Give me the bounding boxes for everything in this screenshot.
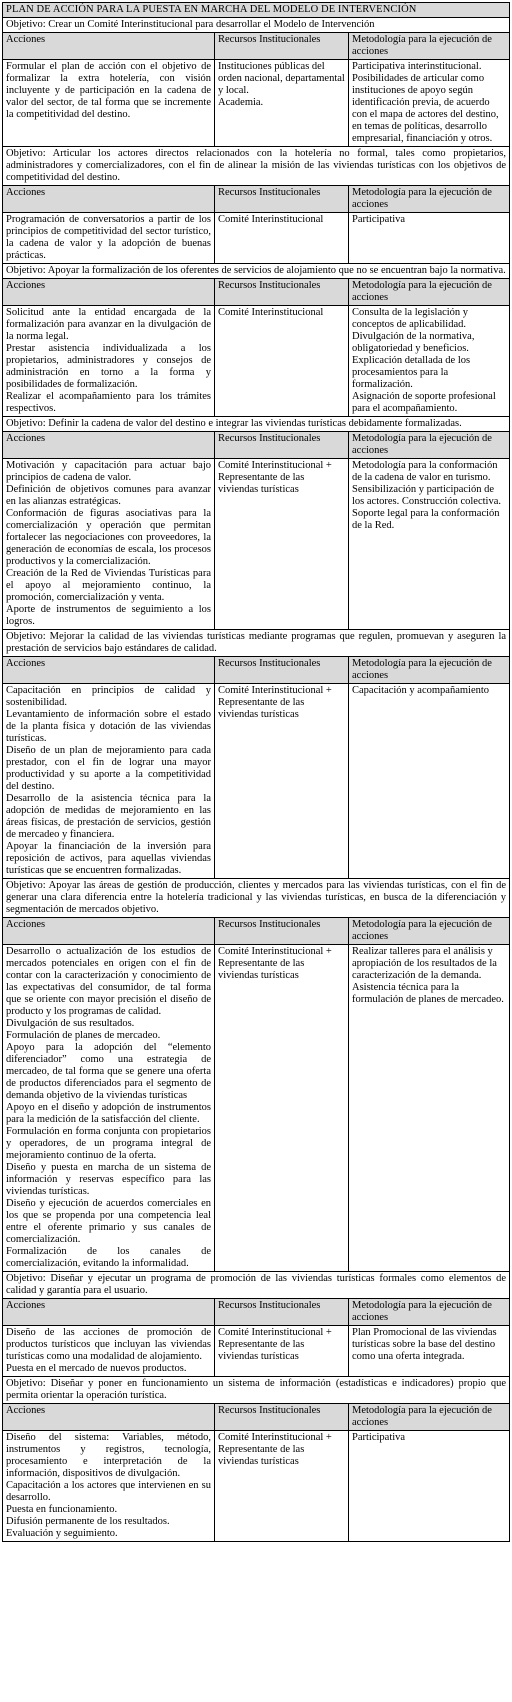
- content-row: [3, 60, 510, 147]
- actions-cell-item: Motivación y capacitación para actuar bajo principios de cadena de valor.: [6, 460, 211, 483]
- actions-cell-item: Aporte de instrumentos de seguimiento a los logros.: [6, 604, 211, 627]
- header-row: [3, 657, 510, 684]
- actions-cell-item: Diseño del sistema: Variables, método, instrumentos y registros, tecnología, procesamiento e interpretación de la información, dispositivos de divulgación.: [6, 1432, 211, 1479]
- resources-cell: [215, 306, 349, 417]
- header-recursos: Recursos Institucionales: [215, 432, 349, 459]
- actions-cell: [3, 306, 215, 417]
- actions-cell-item: Apoyo para la adopción del “elemento diferenciador” como una estrategia de mercadeo, de tal forma que se genere una oferta de productos diferenciados para el segmento de demanda objetivo de la viviendas turísticas: [6, 1042, 211, 1101]
- header-row: [3, 1404, 510, 1431]
- actions-cell-item: Evaluación y seguimiento.: [6, 1528, 118, 1539]
- actions-cell: [3, 945, 215, 1272]
- header-acciones: Acciones: [3, 1299, 215, 1326]
- methodology-cell-item: Asignación de soporte profesional para el acompañamiento.: [352, 391, 496, 414]
- header-metodologia: Metodología para la ejecución de acciones: [349, 918, 510, 945]
- actions-cell-item: Divulgación de sus resultados.: [6, 1018, 135, 1029]
- header-recursos: Recursos Institucionales: [215, 657, 349, 684]
- objective-row: [3, 1272, 510, 1299]
- methodology-cell: [349, 459, 510, 630]
- header-acciones: Acciones: [3, 432, 215, 459]
- header-acciones: Acciones: [3, 279, 215, 306]
- objective-text: Objetivo: Diseñar y poner en funcionamiento un sistema de información (estadísticas e indicadores) propio que permita orientar la operación turística.: [3, 1377, 510, 1404]
- actions-cell-item: Definición de objetivos comunes para avanzar en las alianzas estratégicas.: [6, 484, 211, 507]
- methodology-cell-item: Divulgación de la normativa, obligatoriedad y beneficios.: [352, 331, 475, 354]
- methodology-cell-item: Participativa interinstitucional. Posibilidades de articular como instituciones de apoyo según identificación previa, de acuerdo con el mapa de actores del destino, en temas de políticas, desarrollo empresarial, financiación y otros.: [352, 61, 499, 144]
- actions-cell-item: Diseño y puesta en marcha de un sistema de información y reservas específico para las viviendas turísticas.: [6, 1162, 211, 1197]
- actions-cell-item: Formalización de los canales de comercialización, evitando la informalidad.: [6, 1246, 211, 1269]
- actions-cell-item: Diseño y ejecución de acuerdos comerciales en los que se propenda por una competencia leal entre el oferente primario y sus canales de comercialización.: [6, 1198, 211, 1245]
- content-row: [3, 213, 510, 264]
- header-metodologia: Metodología para la ejecución de acciones: [349, 657, 510, 684]
- objective-row: [3, 147, 510, 186]
- header-acciones: Acciones: [3, 918, 215, 945]
- methodology-cell-item: Sensibilización y participación de los actores. Construcción colectiva.: [352, 484, 501, 507]
- resources-cell: [215, 459, 349, 630]
- actions-cell-item: Apoyo en el diseño y adopción de instrumentos para la medición de la satisfacción del cliente.: [6, 1102, 211, 1125]
- resources-cell: [215, 1431, 349, 1542]
- actions-cell-item: Formulación en forma conjunta con propietarios y operadores, de un programa integral de mejoramiento continuo de la oferta.: [6, 1126, 211, 1161]
- action-plan-table: [2, 2, 510, 1542]
- resources-cell-item: Comité Interinstitucional + Representante de las viviendas turísticas: [218, 685, 332, 720]
- objective-row: [3, 1377, 510, 1404]
- actions-cell: [3, 213, 215, 264]
- header-recursos: Recursos Institucionales: [215, 1404, 349, 1431]
- resources-cell-item: Comité Interinstitucional + Representante de las viviendas turísticas: [218, 460, 332, 495]
- resources-cell-item: Academia.: [218, 97, 264, 108]
- header-recursos: Recursos Institucionales: [215, 279, 349, 306]
- methodology-cell-item: Metodología para la conformación de la cadena de valor en turismo.: [352, 460, 498, 483]
- actions-cell: [3, 684, 215, 879]
- methodology-cell: [349, 1326, 510, 1377]
- resources-cell-item: Instituciones públicas del orden nacional, departamental y local.: [218, 61, 345, 96]
- resources-cell-item: Comité Interinstitucional + Representante de las viviendas turísticas: [218, 946, 332, 981]
- title-row: [3, 3, 510, 18]
- actions-cell-item: Puesta en el mercado de nuevos productos.: [6, 1363, 187, 1374]
- objective-row: [3, 417, 510, 432]
- methodology-cell-item: Consulta de la legislación y conceptos de aplicabilidad.: [352, 307, 469, 330]
- actions-cell-item: Prestar asistencia individualizada a los propietarios, administradores y consejos de administración en torno a la forma y posibilidades de formalización.: [6, 343, 211, 390]
- header-row: [3, 279, 510, 306]
- objective-text: Objetivo: Apoyar las áreas de gestión de producción, clientes y mercados para las viviendas turísticas, con el fin de generar una clara diferencia entre la hotelería tradicional y las viviendas turísticas, en busca de la diferenciación y segmentación de mercados objetivo.: [3, 879, 510, 918]
- resources-cell-item: Comité Interinstitucional: [218, 307, 324, 318]
- resources-cell: [215, 213, 349, 264]
- methodology-cell-item: Participativa: [352, 1432, 406, 1443]
- content-row: [3, 945, 510, 1272]
- actions-cell-item: Realizar el acompañamiento para los trámites respectivos.: [6, 391, 211, 414]
- header-metodologia: Metodología para la ejecución de acciones: [349, 186, 510, 213]
- objective-row: [3, 264, 510, 279]
- header-metodologia: Metodología para la ejecución de acciones: [349, 432, 510, 459]
- header-acciones: Acciones: [3, 1404, 215, 1431]
- methodology-cell: [349, 945, 510, 1272]
- resources-cell: [215, 945, 349, 1272]
- methodology-cell-item: Explicación detallada de los procesamientos para la formalización.: [352, 355, 471, 390]
- actions-cell-item: Capacitación en principios de calidad y sostenibilidad.: [6, 685, 211, 708]
- content-row: [3, 1326, 510, 1377]
- objective-text: Objetivo: Definir la cadena de valor del destino e integrar las viviendas turísticas debidamente formalizadas.: [3, 417, 510, 432]
- header-recursos: Recursos Institucionales: [215, 918, 349, 945]
- actions-cell-item: Creación de la Red de Viviendas Turísticas para el apoyo al mejoramiento continuo, la promoción, comercialización y venta.: [6, 568, 211, 603]
- actions-cell-item: Programación de conversatorios a partir de los principios de competitividad del sector turístico, la cadena de valor y la adopción de buenas prácticas.: [6, 214, 211, 261]
- actions-cell-item: Difusión permanente de los resultados.: [6, 1516, 170, 1527]
- methodology-cell: [349, 60, 510, 147]
- methodology-cell-item: Capacitación y acompañamiento: [352, 685, 490, 696]
- content-row: [3, 459, 510, 630]
- objective-text: Objetivo: Apoyar la formalización de los oferentes de servicios de alojamiento que no se encuentran bajo la normativa.: [3, 264, 510, 279]
- methodology-cell-item: Plan Promocional de las viviendas turísticas sobre la base del destino como una oferta integrada.: [352, 1327, 497, 1362]
- actions-cell-item: Desarrollo de la asistencia técnica para la adopción de medidas de mejoramiento en las áreas físicas, de prestación de servicios, gestión de mercadeo y financiera.: [6, 793, 211, 840]
- objective-text: Objetivo: Crear un Comité Interinstitucional para desarrollar el Modelo de Intervención: [3, 18, 510, 33]
- resources-cell-item: Comité Interinstitucional + Representante de las viviendas turísticas: [218, 1432, 332, 1467]
- header-metodologia: Metodología para la ejecución de acciones: [349, 1299, 510, 1326]
- resources-cell: [215, 684, 349, 879]
- actions-cell: [3, 60, 215, 147]
- actions-cell: [3, 1431, 215, 1542]
- actions-cell-item: Puesta en funcionamiento.: [6, 1504, 118, 1515]
- header-metodologia: Metodología para la ejecución de acciones: [349, 1404, 510, 1431]
- actions-cell-item: Formulación de planes de mercadeo.: [6, 1030, 161, 1041]
- methodology-cell-item: Asistencia técnica para la formulación de planes de mercadeo.: [352, 982, 504, 1005]
- methodology-cell-item: Soporte legal para la conformación de la Red.: [352, 508, 500, 531]
- methodology-cell-item: Realizar talleres para el análisis y apropiación de los resultados de la caracterización de la demanda.: [352, 946, 497, 981]
- actions-cell-item: Solicitud ante la entidad encargada de la formalización para avanzar en la divulgación de la norma legal.: [6, 307, 211, 342]
- objective-text: Objetivo: Articular los actores directos relacionados con la hotelería no formal, tales como propietarios, administradores y comercializadores, con el fin de alinear la misión de las viviendas turísticas con los objetivos de competitividad del destino.: [3, 147, 510, 186]
- objective-row: [3, 18, 510, 33]
- objective-text: Objetivo: Mejorar la calidad de las viviendas turísticas mediante programas que regulen, promuevan y aseguren la prestación de servicios bajo estándares de calidad.: [3, 630, 510, 657]
- actions-cell: [3, 459, 215, 630]
- resources-cell-item: Comité Interinstitucional: [218, 214, 324, 225]
- header-recursos: Recursos Institucionales: [215, 1299, 349, 1326]
- content-row: [3, 306, 510, 417]
- methodology-cell: [349, 213, 510, 264]
- header-acciones: Acciones: [3, 657, 215, 684]
- header-metodologia: Metodología para la ejecución de acciones: [349, 33, 510, 60]
- actions-cell-item: Desarrollo o actualización de los estudios de mercados potenciales en origen con el fin de contar con la caracterización y conocimiento de las expectativas del consumidor, de tal forma que se oriente con mayor precisión el diseño de producto y los programas de calidad.: [6, 946, 211, 1017]
- actions-cell-item: Diseño de las acciones de promoción de productos turísticos que incluyan las viviendas turísticas como una modalidad de alojamiento.: [6, 1327, 211, 1362]
- header-row: [3, 186, 510, 213]
- objective-text: Objetivo: Diseñar y ejecutar un programa de promoción de las viviendas turísticas formales como elementos de calidad y garantía para el usuario.: [3, 1272, 510, 1299]
- actions-cell-item: Levantamiento de información sobre el estado de la planta física y dotación de las viviendas turísticas.: [6, 709, 211, 744]
- header-recursos: Recursos Institucionales: [215, 186, 349, 213]
- methodology-cell-item: Participativa: [352, 214, 406, 225]
- header-acciones: Acciones: [3, 33, 215, 60]
- header-recursos: Recursos Institucionales: [215, 33, 349, 60]
- actions-cell: [3, 1326, 215, 1377]
- actions-cell-item: Formular el plan de acción con el objetivo de formalizar la extra hotelería, con visión incluyente y de participación en la cadena de valor del sector, de tal forma que se incremente la competitividad del destino.: [6, 61, 211, 120]
- header-acciones: Acciones: [3, 186, 215, 213]
- objective-row: [3, 630, 510, 657]
- methodology-cell: [349, 1431, 510, 1542]
- methodology-cell: [349, 684, 510, 879]
- resources-cell: [215, 1326, 349, 1377]
- header-row: [3, 33, 510, 60]
- resources-cell: [215, 60, 349, 147]
- content-row: [3, 684, 510, 879]
- header-metodologia: Metodología para la ejecución de acciones: [349, 279, 510, 306]
- header-row: [3, 432, 510, 459]
- actions-cell-item: Capacitación a los actores que intervienen en su desarrollo.: [6, 1480, 211, 1503]
- content-row: [3, 1431, 510, 1542]
- objective-row: [3, 879, 510, 918]
- header-row: [3, 918, 510, 945]
- actions-cell-item: Diseño de un plan de mejoramiento para cada prestador, con el fin de lograr una mayor productividad y su aporte a la competitividad del destino.: [6, 745, 211, 792]
- header-row: [3, 1299, 510, 1326]
- table-title: PLAN DE ACCIÓN PARA LA PUESTA EN MARCHA DEL MODELO DE INTERVENCIÓN: [3, 3, 510, 18]
- resources-cell-item: Comité Interinstitucional + Representante de las viviendas turísticas: [218, 1327, 332, 1362]
- methodology-cell: [349, 306, 510, 417]
- actions-cell-item: Apoyar la financiación de la inversión para reposición de activos, para aquellas viviendas turísticas que se encuentren formalizadas.: [6, 841, 211, 876]
- actions-cell-item: Conformación de figuras asociativas para la comercialización y operación que permitan fortalecer las negociaciones con proveedores, la generación de economías de escala, los procesos productivos y la comercialización.: [6, 508, 211, 567]
